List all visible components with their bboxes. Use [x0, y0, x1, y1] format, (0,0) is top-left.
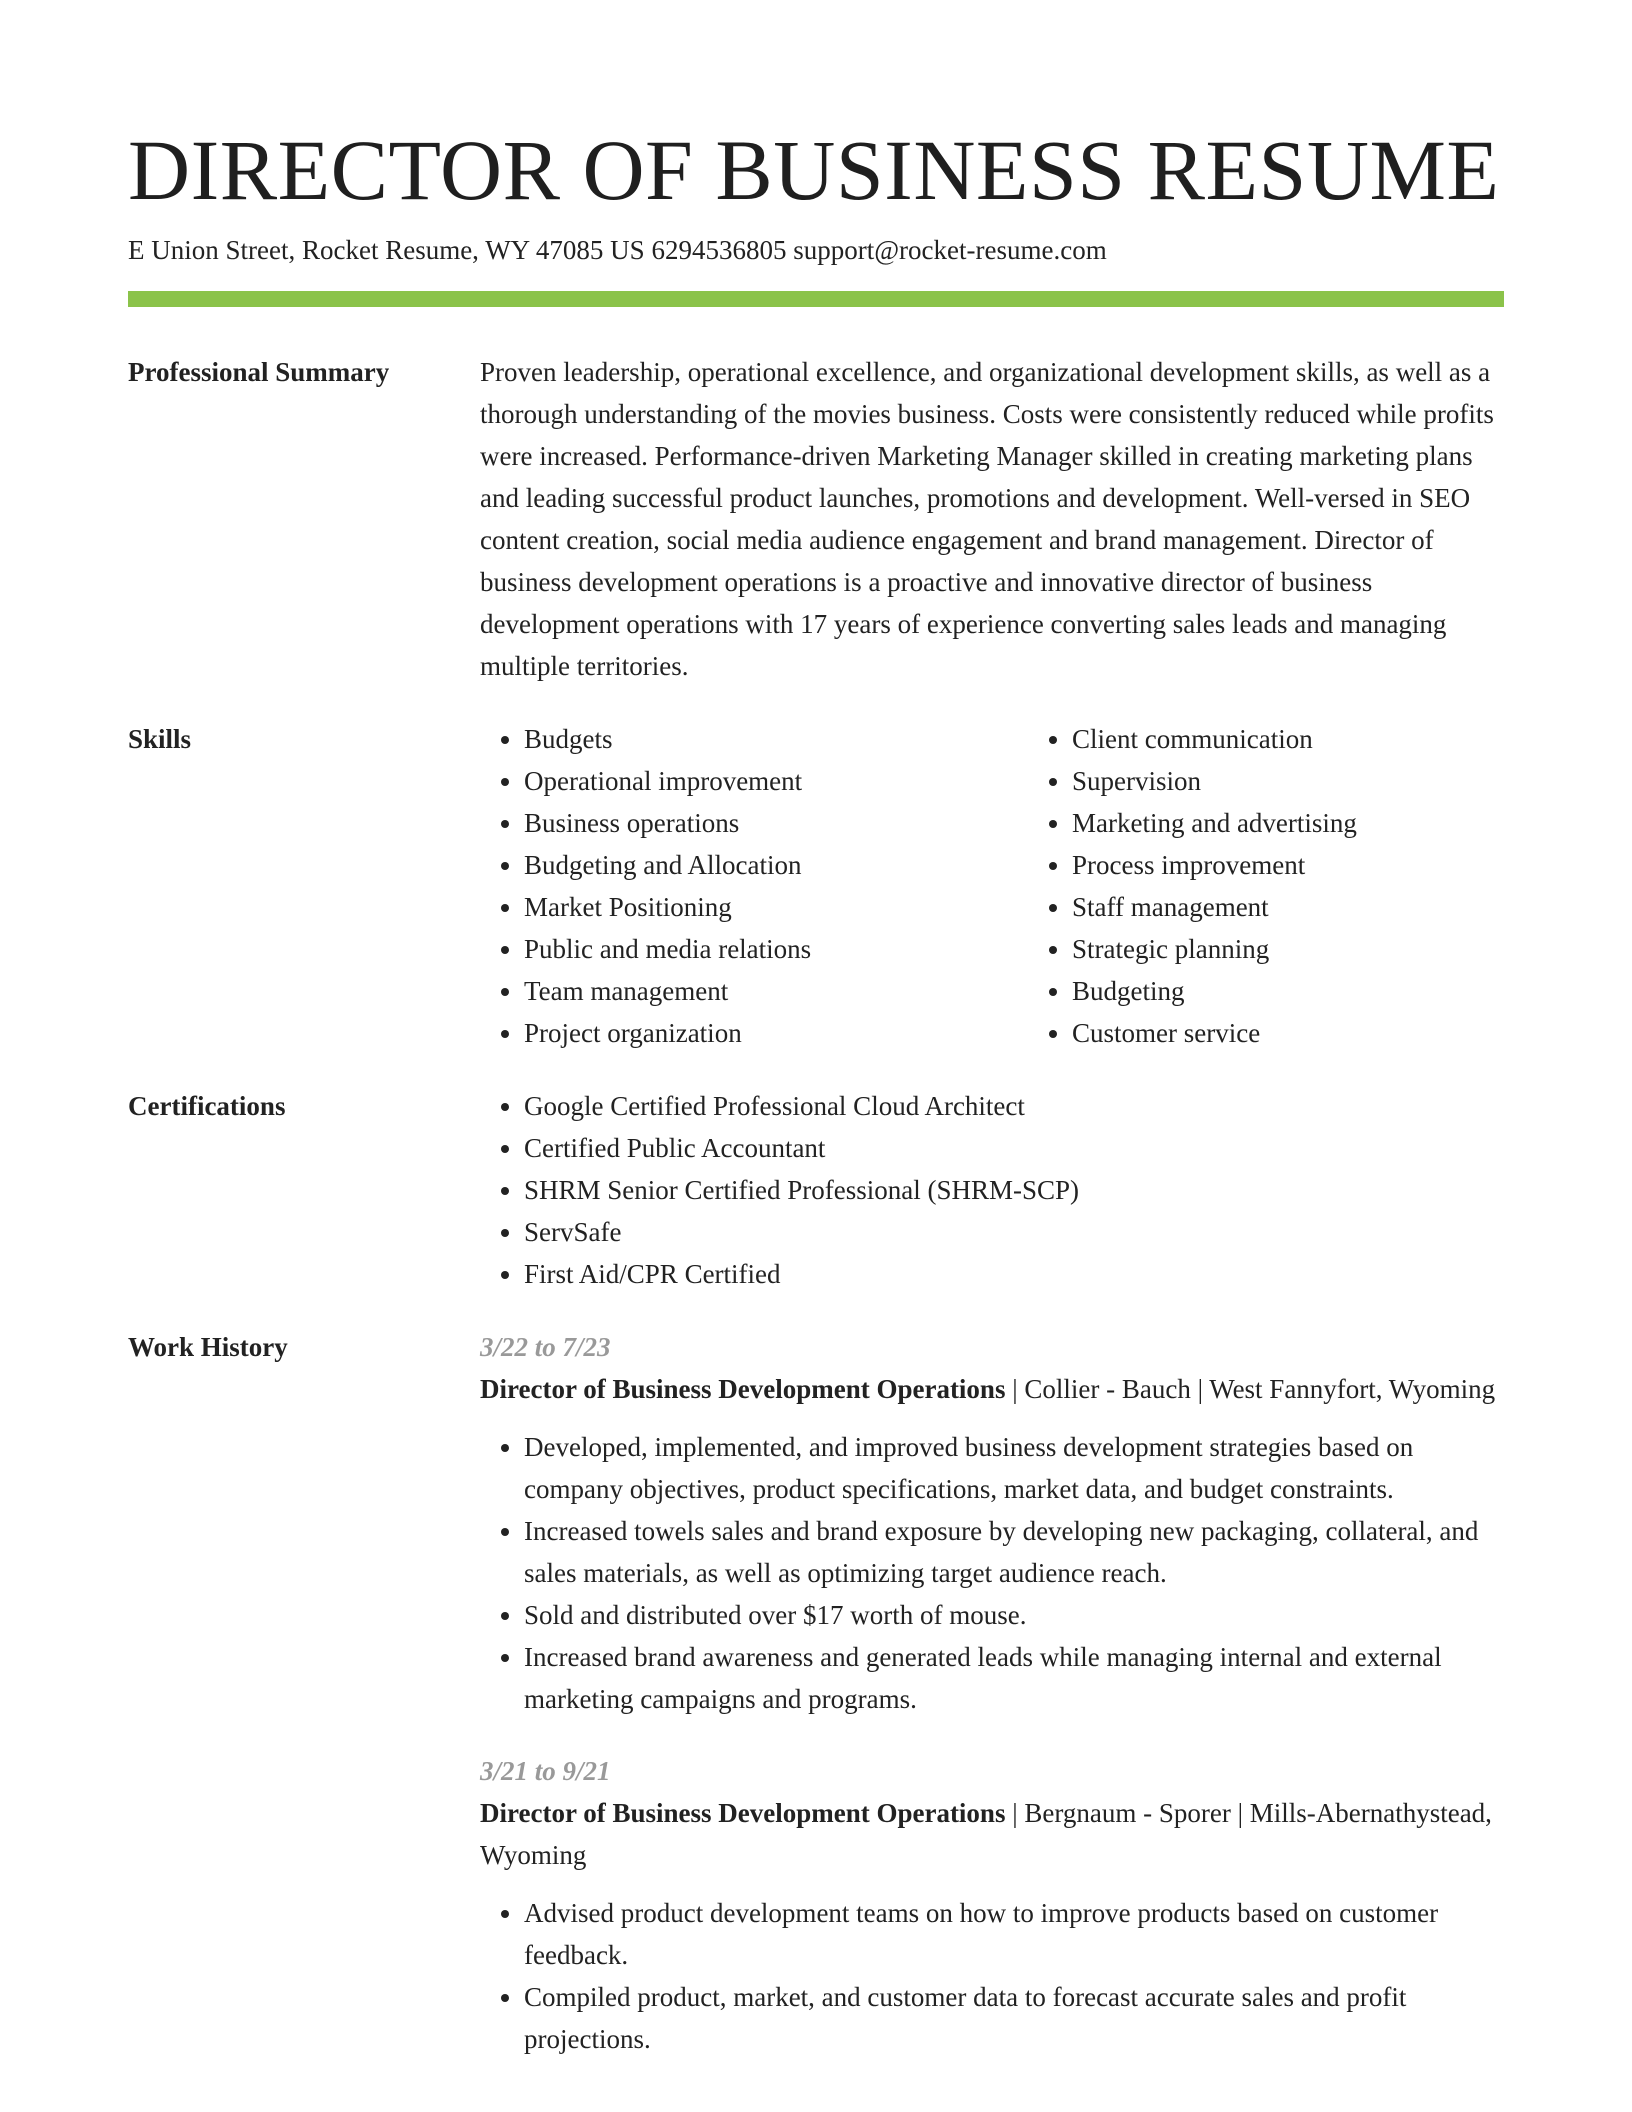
job-entry [480, 1750, 1504, 2060]
list-item: • SHRM Senior Certified Professional (SHRM-SCP) [524, 1169, 1504, 1211]
skills-columns [480, 718, 1576, 1054]
list-item: • Google Certified Professional Cloud Architect [524, 1085, 1504, 1127]
list-item: • Customer service [1072, 1012, 1576, 1054]
list-item: • Supervision [1072, 760, 1576, 802]
list-item: • Increased brand awareness and generated leads while managing internal and external marketing campaigns and programs. [524, 1636, 1504, 1720]
skills-list-right [1028, 718, 1576, 1054]
job-dates: 3/21 to 9/21 [480, 1756, 611, 1786]
job-title: Director of Business Development Operations [480, 1374, 1006, 1404]
skills-heading: Skills [128, 724, 192, 754]
job-header [480, 1792, 1504, 1876]
job-entry [480, 1326, 1504, 1720]
list-item: • First Aid/CPR Certified [524, 1253, 1504, 1295]
list-item: • Project organization [524, 1012, 1028, 1054]
certifications-body [480, 1085, 1504, 1295]
list-item: • Business operations [524, 802, 1028, 844]
contact-line: E Union Street, Rocket Resume, WY 47085 US 6294536805 support@rocket-resume.com [128, 235, 1107, 265]
list-item: • Increased towels sales and brand exposure by developing new packaging, collateral, and sales materials, as well as optimizing target audience reach. [524, 1510, 1504, 1594]
list-item: • Market Positioning [524, 886, 1028, 928]
list-item: • Team management [524, 970, 1028, 1012]
certifications-heading: Certifications [128, 1091, 286, 1121]
job-details: | Collier - Bauch | West Fannyfort, Wyoming [1005, 1374, 1496, 1404]
list-item: • Sold and distributed over $17 worth of mouse. [524, 1594, 1504, 1636]
list-item: • Certified Public Accountant [524, 1127, 1504, 1169]
skills-list-left [480, 718, 1028, 1054]
certifications-section [128, 1085, 1504, 1295]
list-item: • Budgeting [1072, 970, 1576, 1012]
list-item: • Developed, implemented, and improved business development strategies based on company objectives, product specifications, market data, and budget constraints. [524, 1426, 1504, 1510]
list-item: • Staff management [1072, 886, 1576, 928]
work-history-body [480, 1326, 1504, 2060]
list-item: • Compiled product, market, and customer data to forecast accurate sales and profit projections. [524, 1976, 1504, 2060]
resume-title: DIRECTOR OF BUSINESS RESUME [128, 122, 1500, 218]
job-bullets [480, 1892, 1504, 2060]
list-item: • Budgets [524, 718, 1028, 760]
job-header [480, 1368, 1504, 1410]
list-item: • Process improvement [1072, 844, 1576, 886]
job-title: Director of Business Development Operations [480, 1798, 1006, 1828]
list-item: • Marketing and advertising [1072, 802, 1576, 844]
job-details: | Bergnaum - Sporer | Mills-Abernathystead, Wyoming [480, 1798, 1492, 1870]
list-item: • Advised product development teams on how to improve products based on customer feedback. [524, 1892, 1504, 1976]
work-history-section [128, 1326, 1504, 2060]
certifications-list [480, 1085, 1504, 1295]
list-item: • Strategic planning [1072, 928, 1576, 970]
summary-text: Proven leadership, operational excellence, and organizational development skills, as well as a thorough understanding of the movies business. Costs were consistently reduced while profits were increased. Performance-driven Marketing Manager skilled in creating marketing plans and leading successful product launches, promotions and development. Well-versed in SEO content creation, social media audience engagement and brand management. Director of business development operations is a proactive and innovative director of business development operations with 17 years of experience converting sales leads and managing multiple territories. [480, 357, 1494, 681]
list-item: • Client communication [1072, 718, 1576, 760]
work-history-heading: Work History [128, 1332, 288, 1362]
summary-body [480, 351, 1504, 687]
resume-page [128, 120, 1504, 2060]
list-item: • Public and media relations [524, 928, 1028, 970]
list-item: • ServSafe [524, 1211, 1504, 1253]
header-accent-rule [128, 291, 1504, 307]
summary-heading: Professional Summary [128, 357, 390, 387]
summary-section [128, 351, 1504, 687]
job-bullets [480, 1426, 1504, 1720]
job-dates: 3/22 to 7/23 [480, 1332, 611, 1362]
list-item: • Operational improvement [524, 760, 1028, 802]
list-item: • Budgeting and Allocation [524, 844, 1028, 886]
skills-section [128, 718, 1504, 1054]
